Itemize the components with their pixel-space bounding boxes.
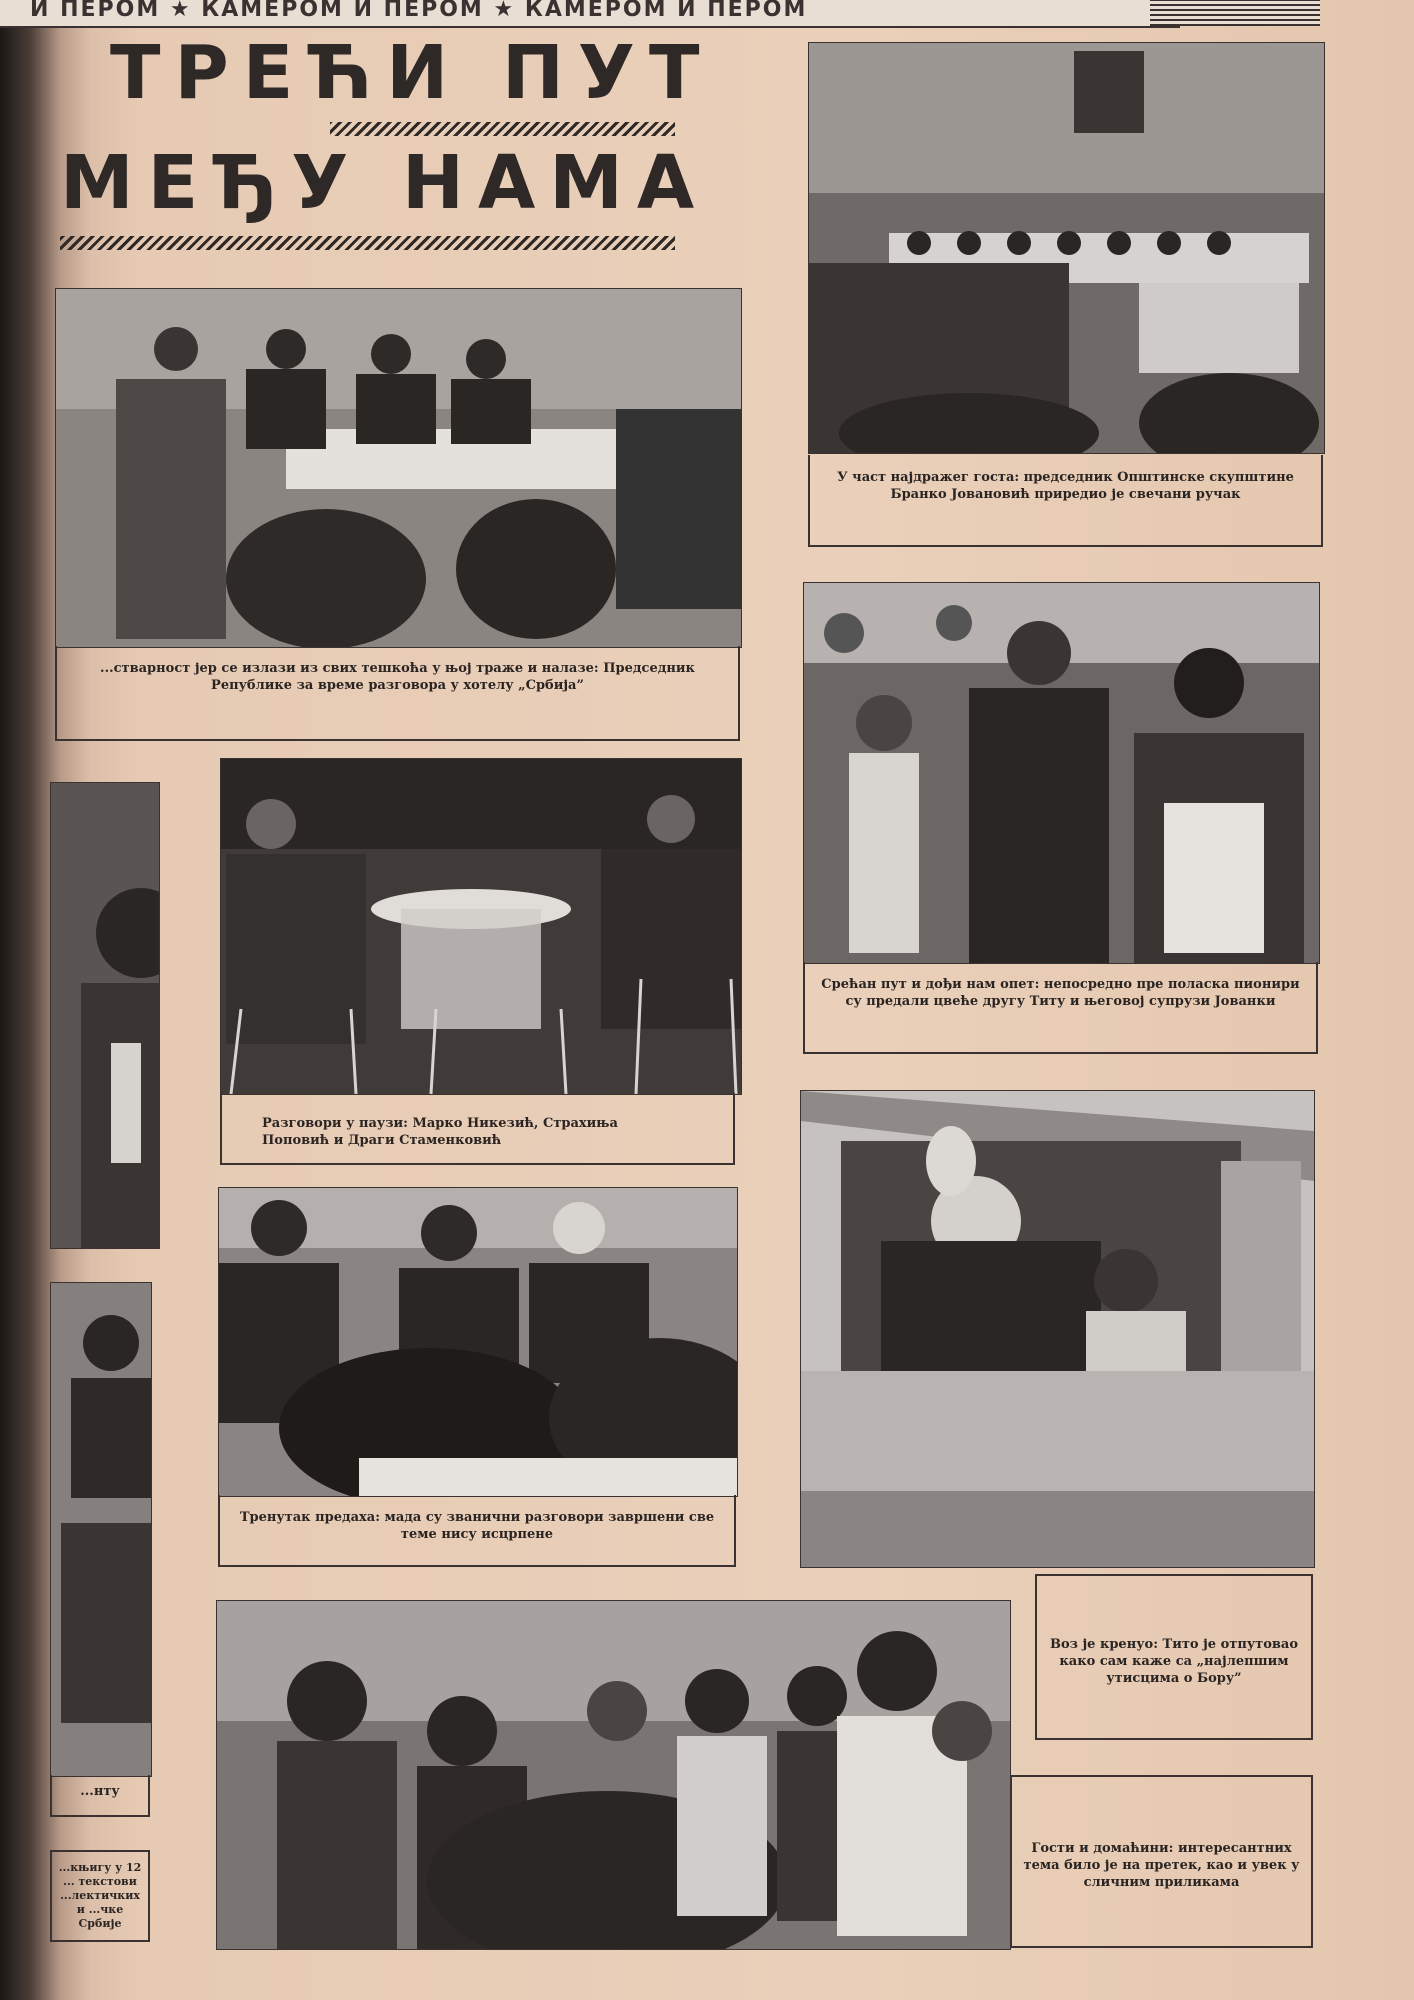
caption-pause: Разговори у паузи: Марко Никезић, Страхиња Поповић и Драги Стаменковић <box>220 1093 735 1165</box>
caption-train: Воз је кренуо: Тито је отпутовао како сам каже са „најлепшим утисцима о Бору” <box>1035 1574 1313 1740</box>
caption-farewell: Срећан пут и дођи нам опет: непосредно пре поласка пионири су предали цвеће другу Титу и његовој супрузи Јованки <box>803 962 1318 1054</box>
headline-rule-1 <box>330 122 675 136</box>
photo-hotel-meeting <box>55 288 742 648</box>
photo-guests <box>216 1600 1011 1950</box>
caption-rest: Тренутак предаха: мада су званични разговори завршени све теме нису исцрпене <box>218 1495 736 1567</box>
photo-rest <box>218 1187 738 1497</box>
photo-farewell <box>803 582 1320 964</box>
caption-left-partial-2: ...књигу у 12 ... текстови ...лектичких и ...чке Србије <box>50 1850 150 1942</box>
photo-banquet <box>808 42 1325 454</box>
banner-rule <box>1150 0 1320 26</box>
headline-line-2: МЕЂУ НАМА <box>60 140 709 226</box>
caption-left-partial-1: ...нту <box>50 1775 150 1817</box>
photo-pause <box>220 758 742 1095</box>
caption-hotel: ...стварност јер се излази из свих тешкоћа у њој траже и налазе: Председник Републике за време разговора у хотелу „Србија” <box>55 646 740 741</box>
photo-train <box>800 1090 1315 1568</box>
headline-line-1: ТРЕЋИ ПУТ <box>110 30 714 116</box>
caption-guests: Гости и домаћини: интересантних тема било је на претек, као и увек у сличним приликама <box>1010 1775 1313 1948</box>
photo-left-partial-1 <box>50 782 160 1249</box>
headline-rule-2 <box>60 236 675 250</box>
caption-banquet: У част најдражег госта: председник Општинске скупштине Бранко Јовановић приредио је свечани ручак <box>808 455 1323 547</box>
photo-left-partial-2 <box>50 1282 152 1777</box>
section-banner: И ПЕРОМ ★ КАМЕРОМ И ПЕРОМ ★ КАМЕРОМ И ПЕРОМ <box>0 0 1180 28</box>
